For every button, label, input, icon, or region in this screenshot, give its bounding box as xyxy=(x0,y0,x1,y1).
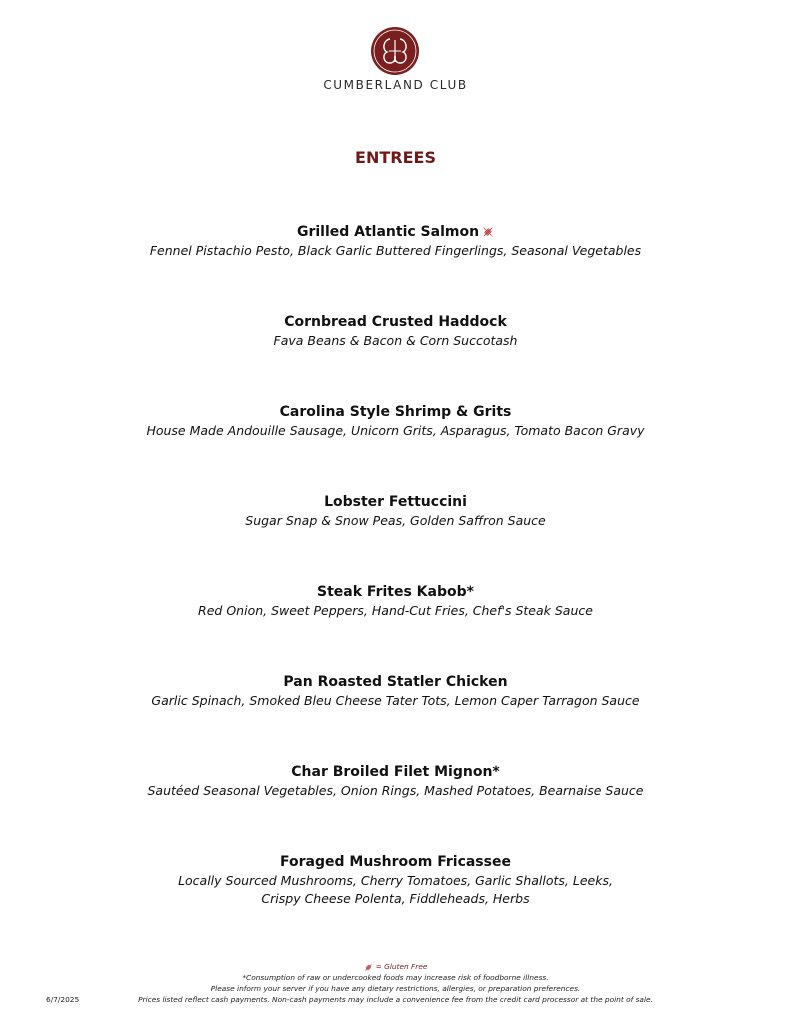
menu-item-name: Foraged Mushroom Fricassee xyxy=(280,854,511,870)
club-logo-icon xyxy=(370,26,420,76)
consumption-warning: *Consumption of raw or undercooked foods may increase risk of foodborne illness. xyxy=(242,973,549,982)
menu-item-name: Cornbread Crusted Haddock xyxy=(284,314,507,330)
gluten-free-legend: = Gluten Free xyxy=(0,961,791,972)
menu-item-name: Char Broiled Filet Mignon* xyxy=(291,764,500,780)
menu-item-name: Grilled Atlantic Salmon xyxy=(0,222,791,242)
payment-notice: Prices listed reflect cash payments. Non-cash payments may include a convenience fee from the credit card processor at the point of sale. xyxy=(138,995,653,1004)
menu-item-description: Locally Sourced Mushrooms, Cherry Tomatoes, Garlic Shallots, Leeks, xyxy=(178,873,613,888)
dietary-notice: Please inform your server if you have any dietary restrictions, allergies, or preparation preferences. xyxy=(210,984,581,993)
section-title: ENTREES xyxy=(355,148,436,167)
menu-item xyxy=(0,402,791,440)
club-name: CUMBERLAND CLUB xyxy=(323,78,468,92)
menu-item-name: Carolina Style Shrimp & Grits xyxy=(279,404,512,420)
menu-date: 6/7/2025 xyxy=(46,995,80,1004)
menu-item-description-line2: Crispy Cheese Polenta, Fiddleheads, Herbs xyxy=(261,891,530,906)
menu-item-description: Fava Beans & Bacon & Corn Succotash xyxy=(273,333,518,348)
menu-item xyxy=(0,312,791,350)
menu-item xyxy=(0,582,791,620)
menu-item-description: Red Onion, Sweet Peppers, Hand-Cut Fries, Chef's Steak Sauce xyxy=(198,603,593,618)
menu-item xyxy=(0,852,791,908)
menu-item-description: Fennel Pistachio Pesto, Black Garlic Buttered Fingerlings, Seasonal Vegetables xyxy=(149,243,642,258)
menu-item xyxy=(0,222,791,260)
footer-notes xyxy=(0,961,791,1005)
menu-item-name: Pan Roasted Statler Chicken xyxy=(283,674,508,690)
menu-item-name: Steak Frites Kabob* xyxy=(317,584,474,600)
menu-item-name: Lobster Fettuccini xyxy=(324,494,467,510)
wheat-icon xyxy=(482,226,494,238)
wheat-icon xyxy=(364,963,373,972)
menu-item-description: House Made Andouille Sausage, Unicorn Grits, Asparagus, Tomato Bacon Gravy xyxy=(146,423,645,438)
menu-item xyxy=(0,492,791,530)
menu-item xyxy=(0,672,791,710)
menu-item-description: Sugar Snap & Snow Peas, Golden Saffron Sauce xyxy=(245,513,546,528)
menu-item-description: Sautéed Seasonal Vegetables, Onion Rings, Mashed Potatoes, Bearnaise Sauce xyxy=(147,783,644,798)
menu-item-description: Garlic Spinach, Smoked Bleu Cheese Tater Tots, Lemon Caper Tarragon Sauce xyxy=(151,693,640,708)
menu-item xyxy=(0,762,791,800)
